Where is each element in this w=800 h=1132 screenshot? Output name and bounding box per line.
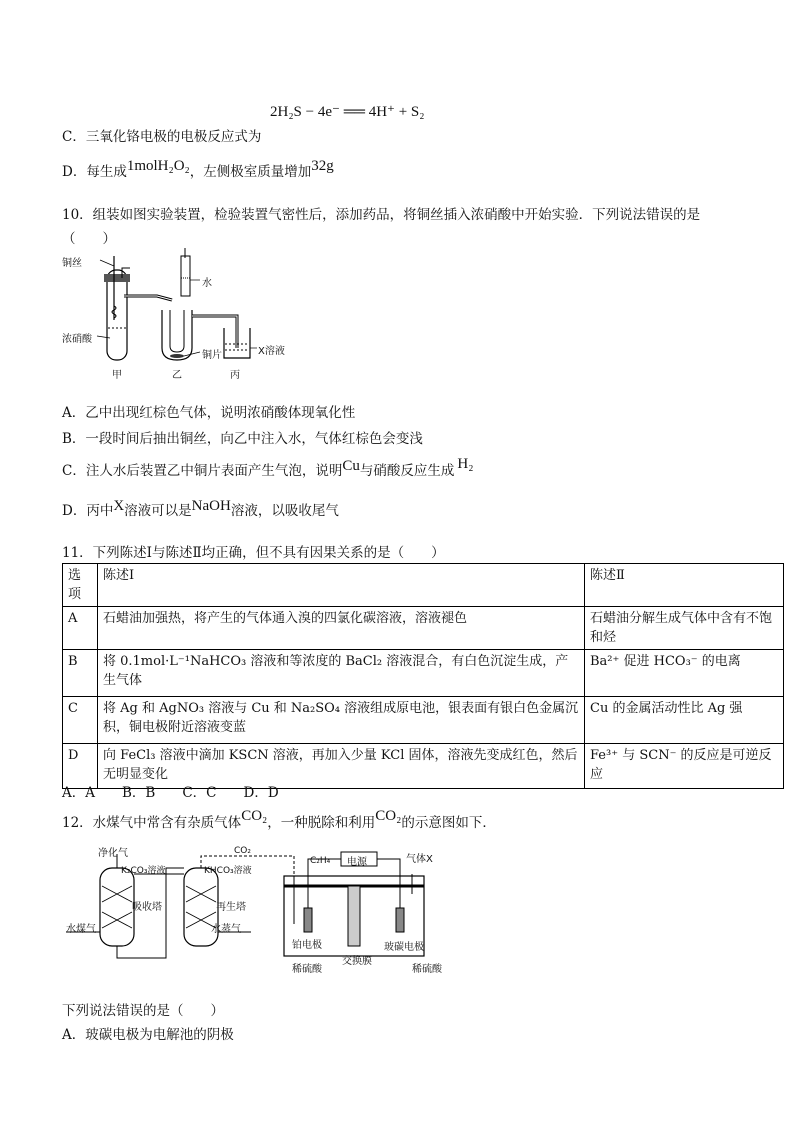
q10-apparatus-figure (62, 248, 312, 387)
label-steam: 水蒸气 (211, 924, 241, 935)
q10-d-post: 溶液，以吸收尾气 (230, 503, 339, 519)
q10-option-b: B．一段时间后抽出铜丝，向乙中注入水，气体红棕色会变浅 (62, 431, 423, 447)
q12-option-a: A．玻碳电极为电解池的阴极 (62, 1027, 234, 1043)
label-co2: CO₂ (234, 846, 251, 856)
label-gc-electrode: 玻碳电极 (384, 942, 424, 953)
q10-stem: 10．组装如图实验装置，检验装置气密性后，添加药品，将铜丝插入浓硝酸中开始实验．下列说法错误的是 (62, 207, 701, 223)
q10-paren: （ ） (62, 231, 116, 247)
q11-row-s2: Fe³⁺ 与 SCN⁻ 的反应是可逆反应 (585, 744, 784, 789)
q11-row-opt: A (63, 607, 98, 650)
q10-c-pre: C．注人水后装置乙中铜片表面产生气泡，说明 (62, 463, 343, 479)
leader-hno3 (97, 336, 110, 338)
q10-option-d (62, 499, 339, 520)
label-khco3: KHCO₃溶液 (204, 866, 252, 876)
q11-answer-options: A．A B．B C．C D．D (62, 785, 279, 801)
exchange-membrane (348, 886, 360, 946)
label-regenerator: 再生塔 (216, 902, 246, 913)
q9-d-formula: 1molH₂O₂ (126, 158, 190, 174)
q12-process-figure (66, 846, 466, 980)
q11-header-opt: 选项 (63, 564, 98, 607)
leader-copper-sheet (184, 352, 200, 356)
gc-electrode (396, 908, 404, 932)
label-absorber: 吸收塔 (132, 902, 162, 913)
label-purified-gas: 净化气 (98, 848, 128, 859)
q11-row-opt: D (63, 744, 98, 789)
absorber-packing (102, 886, 132, 928)
label-c2h4: C₂H₄ (310, 856, 331, 866)
q11-row-opt: C (63, 697, 98, 744)
tube-yi-bing-inner (192, 316, 237, 348)
label-bing: 丙 (230, 370, 240, 381)
label-power: 电源 (347, 857, 367, 868)
label-x-solution: X溶液 (258, 346, 285, 357)
label-copper-wire: 铜丝 (62, 258, 82, 269)
q11-header-s1: 陈述Ⅰ (98, 564, 585, 607)
q10-apparatus-svg (62, 248, 312, 383)
table-row (63, 697, 784, 744)
q12-question: 下列说法错误的是（ ） (62, 1003, 224, 1019)
label-membrane: 交换膜 (342, 956, 372, 967)
q9-option-c: C．三氧化铬电极的电极反应式为 (62, 129, 262, 145)
label-k2co3: K₂CO₃溶液 (121, 866, 166, 876)
q12-co2-2: CO₂ (375, 808, 402, 824)
jia-stopper (104, 274, 130, 282)
q12-stem-mid: ，一种脱除和利用 (267, 815, 376, 831)
label-pt-electrode: 铂电极 (292, 940, 322, 951)
label-dilute-h2so4-right: 稀硫酸 (412, 964, 442, 975)
syringe (181, 256, 190, 296)
label-water-gas: 水煤气 (66, 924, 96, 935)
table-row (63, 650, 784, 697)
q9-d-mid: ，左侧极室质量增加 (189, 164, 312, 180)
q11-row-s2: Ba²⁺ 促进 HCO₃⁻ 的电离 (585, 650, 784, 697)
label-water: 水 (202, 278, 212, 289)
q10-d-mid: 溶液可以是 (124, 503, 192, 519)
q9-d-pre: D．每生成 (62, 164, 127, 180)
q11-stem: 11．下列陈述Ⅰ与陈述Ⅱ均正确，但不具有因果关系的是（ ） (62, 545, 445, 561)
label-conc-hno3: 浓硝酸 (62, 334, 92, 345)
label-jia: 甲 (112, 370, 122, 381)
q10-c-cu: Cu (342, 458, 360, 474)
q11-row-s1: 向 FeCl₃ 溶液中滴加 KSCN 溶液，再加入少量 KCl 固体，溶液先变成红色，然后无明显变化 (98, 744, 585, 789)
q11-row-s1: 将 Ag 和 AgNO₃ 溶液与 Cu 和 Na₂SO₄ 溶液组成原电池，银表面有银白色金属沉积，铜电极附近溶液变蓝 (98, 697, 585, 744)
q10-c-mid: 与硝酸反应生成 (359, 463, 455, 479)
q10-option-a: A．乙中出现红棕色气体，说明浓硝酸体现氧化性 (62, 405, 356, 421)
q12-stem-pre: 12．水煤气中常含有杂质气体 (62, 815, 242, 831)
q9-equation: 2H₂S − 4e⁻ ══ 4H⁺ + S₂ (270, 104, 425, 120)
pt-electrode (304, 908, 312, 932)
q11-header-s2: 陈述Ⅱ (585, 564, 784, 607)
q11-row-s1: 将 0.1mol·L⁻¹NaHCO₃ 溶液和等浓度的 BaCl₂ 溶液混合，有白色沉淀生成，产生气体 (98, 650, 585, 697)
q12-stem (62, 808, 496, 832)
q9-option-d (62, 160, 334, 181)
yi-u-tube-inner (170, 310, 184, 352)
q9-d-mass: 32g (311, 158, 334, 174)
label-dilute-h2so4-left: 稀硫酸 (292, 964, 322, 975)
q11-row-s2: 石蜡油分解生成气体中含有不饱和烃 (585, 607, 784, 650)
q10-option-c (62, 456, 474, 480)
q11-header-row (63, 564, 784, 607)
q10-d-naoh: NaOH (191, 498, 231, 514)
tube-yi-bing (192, 316, 237, 348)
q11-row-s2: Cu 的金属活动性比 Ag 强 (585, 697, 784, 744)
label-yi: 乙 (172, 370, 182, 381)
q11-row-s1: 石蜡油加强热，将产生的气体通入溴的四氯化碳溶液，溶液褪色 (98, 607, 585, 650)
leader-copper-wire (100, 260, 114, 266)
q12-stem-post: 的示意图如下． (401, 815, 496, 831)
q12-co2-1: CO₂ (241, 808, 268, 824)
copper-sheet (170, 354, 184, 358)
q10-c-h2: H₂ (457, 456, 474, 472)
label-copper-sheet: 铜片 (202, 350, 222, 361)
absorber-tower (100, 868, 134, 946)
table-row (63, 607, 784, 650)
jia-test-tube (107, 270, 127, 360)
q10-d-x: X (113, 498, 125, 514)
q10-d-pre: D．丙中 (62, 503, 114, 519)
q11-table (62, 563, 784, 789)
q11-row-opt: B (63, 650, 98, 697)
label-gas-x: 气体X (406, 854, 433, 865)
